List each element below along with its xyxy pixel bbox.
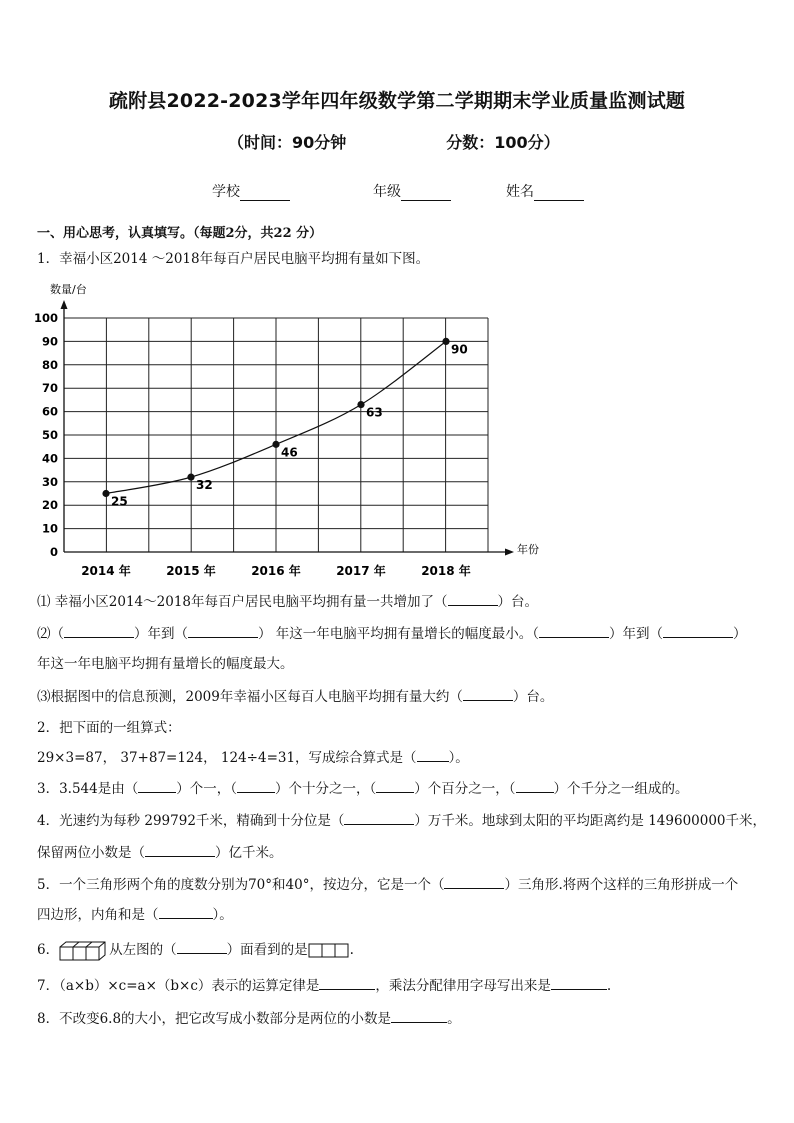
cube-stack-figure <box>59 941 109 961</box>
q5-line2: 四边形，内角和是（ ）。 <box>37 907 233 923</box>
y-tick-label: 60 <box>41 404 58 419</box>
y-tick-label: 70 <box>41 381 58 396</box>
y-axis-label: 数量/台 <box>50 283 87 296</box>
exam-meta <box>228 130 560 153</box>
name-field[interactable] <box>506 181 584 201</box>
x-axis-label: 年份 <box>517 543 539 556</box>
school-field[interactable] <box>212 181 290 201</box>
data-label: 90 <box>451 342 468 357</box>
x-tick-label: 2017 年 <box>336 564 386 578</box>
y-tick-label: 30 <box>41 474 58 489</box>
name-label: 姓名 <box>506 184 534 200</box>
q8-blank[interactable] <box>391 1010 447 1023</box>
q6-blank[interactable] <box>177 941 227 954</box>
data-point <box>102 490 109 497</box>
chart-series <box>102 338 467 509</box>
y-tick-label: 100 <box>33 311 58 325</box>
q1-sub1: ⑴ 幸福小区2014～2018年每百户居民电脑平均拥有量一共增加了（ ）台。 <box>37 594 539 610</box>
x-tick-label: 2014 年 <box>81 564 131 578</box>
q2-stem: 2．把下面的一组算式： <box>37 720 181 736</box>
q3-blank-3[interactable] <box>376 780 414 793</box>
q7: 7．（a×b）×c=a×（b×c）表示的运算定律是 ，乘法分配律用字母写出来是 . <box>37 978 612 994</box>
data-label: 63 <box>366 405 383 420</box>
line-chart <box>30 276 560 586</box>
q1-sub2-blank-4[interactable] <box>663 625 733 638</box>
q1-sub3-blank[interactable] <box>463 688 513 701</box>
view-squares-figure <box>308 943 350 959</box>
q4-blank-1[interactable] <box>344 812 414 825</box>
q1-sub2-blank-2[interactable] <box>188 625 258 638</box>
y-tick-label: 50 <box>41 428 58 442</box>
y-tick-label: 0 <box>49 545 58 559</box>
score-info: 分数：100分） <box>446 133 560 152</box>
grade-label: 年级 <box>373 184 401 200</box>
q8: 8．不改变6.8的大小，把它改写成小数部分是两位的小数是 。 <box>37 1011 461 1027</box>
name-blank[interactable] <box>534 186 584 201</box>
x-tick-label: 2016 年 <box>251 564 301 578</box>
data-point <box>357 401 364 408</box>
school-blank[interactable] <box>240 186 290 201</box>
chart-tick-labels <box>34 311 471 578</box>
x-axis-arrow <box>505 549 514 556</box>
y-tick-label: 20 <box>41 498 58 513</box>
q1-sub2-blank-3[interactable] <box>539 625 609 638</box>
q1-sub3: ⑶根据图中的信息预测，2009年幸福小区每百人电脑平均拥有量大约（ ）台。 <box>37 689 554 705</box>
q1-stem: 1．幸福小区2014 ～2018年每百户居民电脑平均拥有量如下图。 <box>37 251 430 267</box>
q5-blank-1[interactable] <box>444 876 504 889</box>
q3-blank-2[interactable] <box>237 780 275 793</box>
q7-blank-2[interactable] <box>551 977 607 990</box>
q5-line1: 5．一个三角形两个角的度数分别为70°和40°，按边分，它是一个（ ）三角形.将两个这样的三角形拼成一个 <box>37 877 739 893</box>
data-point <box>442 338 449 345</box>
page-title: 疏附县2022-2023学年四年级数学第二学期期末学业质量监测试题 <box>108 90 686 112</box>
data-point <box>187 474 194 481</box>
q2-formulas: 29×3=87， 37+87=124， 124÷4=31，写成综合算式是（ ）。 <box>37 750 469 766</box>
q1-sub2-line2: 年这一年电脑平均拥有量增长的幅度最大。 <box>37 656 294 672</box>
q3-blank-1[interactable] <box>138 780 176 793</box>
q7-blank-1[interactable] <box>319 977 375 990</box>
school-label: 学校 <box>212 184 240 200</box>
q6: 6． 从左图的（ ）面看到的是 . <box>37 940 354 961</box>
q1-sub1-blank[interactable] <box>448 593 498 606</box>
data-point <box>272 441 279 448</box>
q5-blank-2[interactable] <box>159 906 213 919</box>
q3-blank-4[interactable] <box>516 780 554 793</box>
time-info: （时间：90分钟 <box>228 133 347 152</box>
x-tick-label: 2015 年 <box>166 564 216 578</box>
chart-grid <box>64 318 488 552</box>
y-axis-arrow <box>61 300 68 309</box>
q1-sub2: ⑵（ ）年到（ ） 年这一年电脑平均拥有量增长的幅度最小。（ ）年到（ ） <box>37 626 747 642</box>
grade-blank[interactable] <box>401 186 451 201</box>
x-tick-label: 2018 年 <box>421 564 471 578</box>
q3: 3．3.544是由（ ）个一，（ ）个十分之一，（ ）个百分之一，（ ）个千分之一组成的。 <box>37 781 689 797</box>
q4-blank-2[interactable] <box>145 844 215 857</box>
y-tick-label: 80 <box>41 357 58 372</box>
y-tick-label: 40 <box>41 451 58 466</box>
q4-line2: 保留两位小数是（ ）亿千米。 <box>37 845 283 861</box>
q4-line1: 4．光速约为每秒 299792千米，精确到十分位是（ ）万千米。地球到太阳的平均距离约是 149600000千米， <box>37 813 767 829</box>
data-label: 25 <box>111 494 128 509</box>
y-tick-label: 90 <box>41 334 58 349</box>
grade-field[interactable] <box>373 181 451 201</box>
data-label: 46 <box>281 445 298 460</box>
data-label: 32 <box>196 478 213 493</box>
q2-blank[interactable] <box>417 749 449 762</box>
y-tick-label: 10 <box>41 521 58 536</box>
q1-sub2-blank-1[interactable] <box>64 625 134 638</box>
section-heading: 一、用心思考，认真填写。（每题2分，共22 分） <box>37 226 323 241</box>
